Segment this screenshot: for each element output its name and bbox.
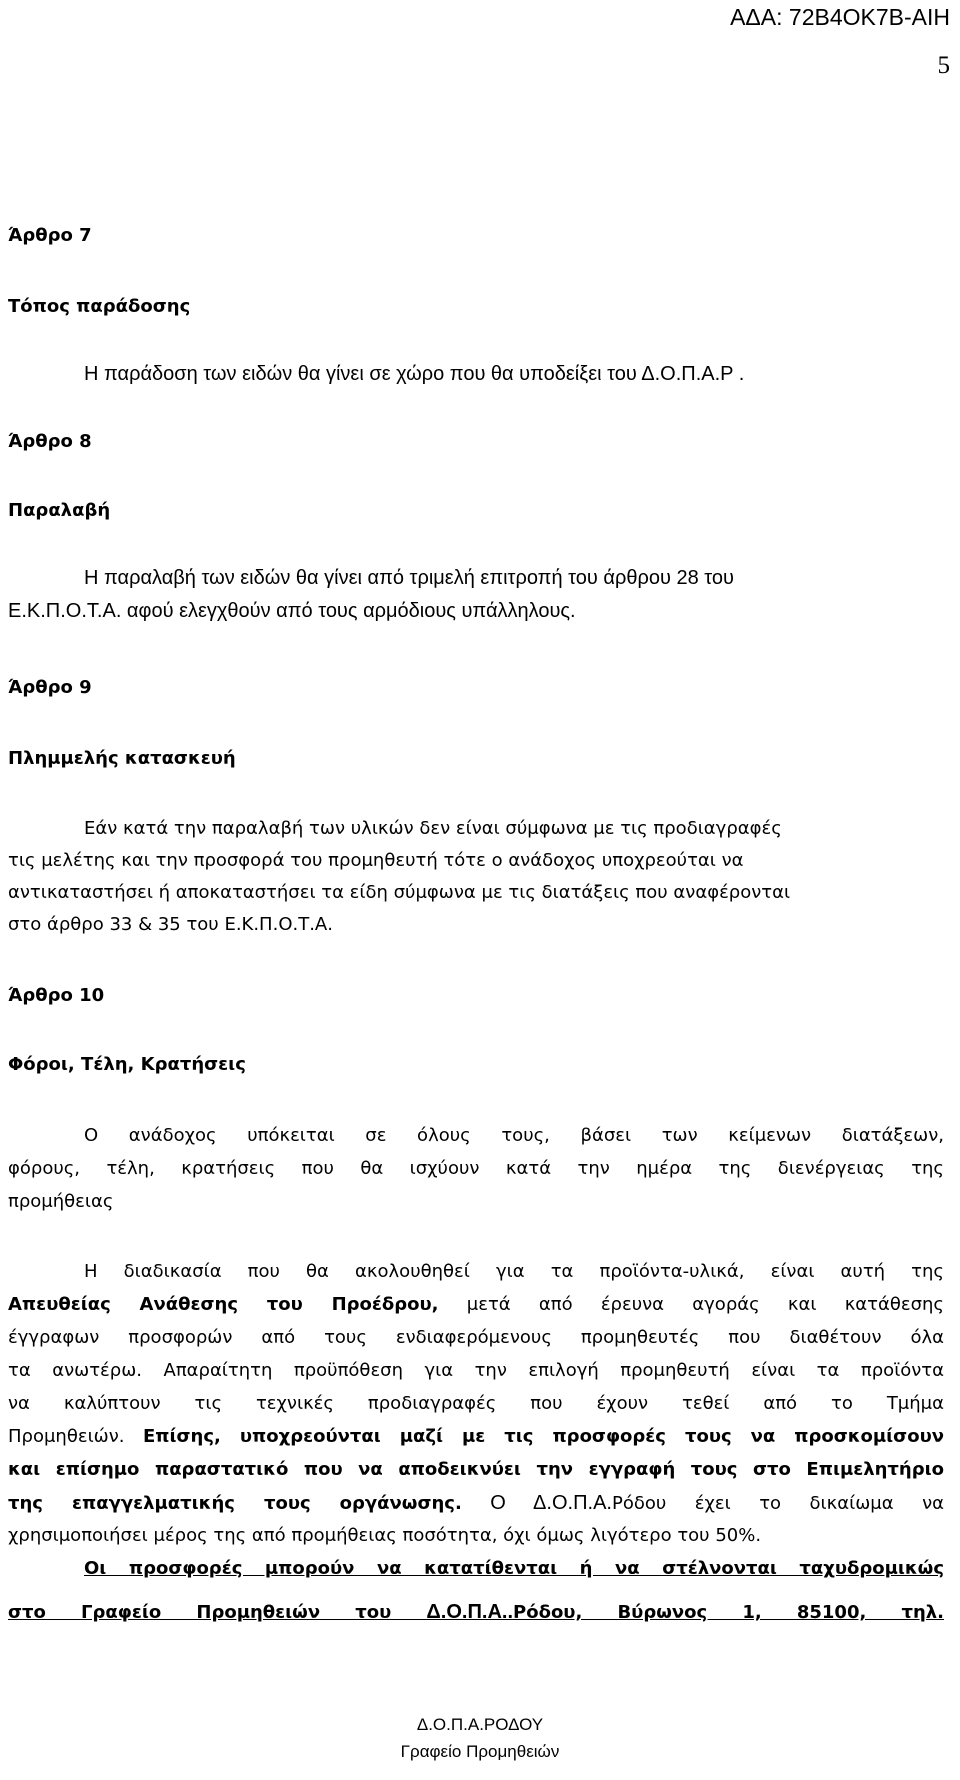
article-10-para-2-line-4 <box>8 1360 944 1381</box>
line-2-org: Δ.Ο.Π.Α.. <box>426 1601 514 1623</box>
line-2-a: στο Γραφείο Προμηθειών του <box>8 1602 427 1623</box>
line-8-rest: Ρόδου έχει το δικαίωμα να <box>611 1493 944 1514</box>
article-8-text-line-2: Ε.Κ.Π.Ο.Τ.Α. αφού ελεγχθούν από τους αρμόδιους υπάλληλους. <box>8 600 576 622</box>
footer-line-2: Γραφείο Προμηθειών <box>400 1742 560 1761</box>
article-7-title: Άρθρο 7 <box>8 225 92 246</box>
article-9-title: Άρθρο 9 <box>8 677 92 698</box>
article-10-para-3-line-2 <box>8 1601 944 1624</box>
direct-assignment-bold: Απευθείας Ανάθεσης του Προέδρου, <box>8 1294 439 1315</box>
article-8-subtitle: Παραλαβή <box>8 500 111 521</box>
footer-line-1: Δ.Ο.Π.Α.ΡΟΔΟΥ <box>416 1715 544 1734</box>
line-4-rest: Απαραίτητη προϋπόθεση για την επιλογή προμηθευτή είναι τα προϊόντα <box>163 1360 944 1381</box>
line-6-bold: Επίσης, υποχρεούνται μαζί με τις προσφορές τους να προσκομίσουν <box>142 1426 944 1447</box>
page-number: 5 <box>937 52 950 79</box>
article-8-text-line-1: Η παραλαβή των ειδών θα γίνει από τριμελή επιτροπή του άρθρου 28 του <box>84 567 734 589</box>
article-10-title: Άρθρο 10 <box>8 985 105 1006</box>
article-10-para-1-line-2: φόρους, τέλη, κρατήσεις που θα ισχύουν κατά την ημέρα της διενέργειας της <box>8 1158 944 1179</box>
article-10-para-1-line-3: προμήθειας <box>8 1191 114 1212</box>
line-8-sep <box>462 1493 490 1514</box>
article-9-text-line-2: τις μελέτης και την προσφορά του προμηθευτή τότε ο ανάδοχος υποχρεούται να <box>8 850 744 871</box>
article-9-text-line-3: αντικαταστήσει ή αποκαταστήσει τα είδη σύμφωνα με τις διατάξεις που αναφέρονται <box>8 882 791 903</box>
article-10-para-3-line-1: Οι προσφορές μπορούν να κατατίθενται ή να στέλνονται ταχυδρομικώς <box>84 1558 944 1579</box>
article-10-subtitle: Φόροι, Τέλη, Κρατήσεις <box>8 1054 246 1075</box>
line-6-start: Προμηθειών. <box>8 1426 143 1447</box>
article-10-para-2-line-7: και επίσημο παραστατικό που να αποδεικνύει την εγγραφή τους στο Επιμελητήριο <box>8 1459 944 1480</box>
article-10-para-2-line-6 <box>8 1426 944 1447</box>
article-10-para-1-line-1: Ο ανάδοχος υπόκειται σε όλους τους, βάσει των κείμενων διατάξεων, <box>84 1125 944 1146</box>
line-4-start: τα ανωτέρω. <box>8 1360 164 1381</box>
article-7-text: Η παράδοση των ειδών θα γίνει σε χώρο που θα υποδείξει του Δ.Ο.Π.Α.Ρ . <box>84 363 745 385</box>
ada-code: ΑΔΑ: 72Β4ΟΚ7Β-ΑΙΗ <box>730 4 950 30</box>
article-10-para-2-line-5: να καλύπτουν τις τεχνικές προδιαγραφές που έχουν τεθεί από το Τμήμα <box>8 1393 944 1414</box>
article-9-subtitle: Πλημμελής κατασκευή <box>8 748 236 769</box>
line-2-rest: μετά από έρευνα αγοράς και κατάθεσης <box>438 1294 945 1315</box>
article-9-text-line-4: στο άρθρο 33 & 35 του Ε.Κ.Π.Ο.Τ.Α. <box>8 914 333 935</box>
article-10-para-2-line-1: Η διαδικασία που θα ακολουθηθεί για τα προϊόντα-υλικά, είναι αυτή της <box>84 1261 944 1282</box>
article-7-subtitle: Τόπος παράδοσης <box>8 296 191 317</box>
article-10-para-2-line-2 <box>8 1294 944 1315</box>
article-9-text-line-1: Εάν κατά την παραλαβή των υλικών δεν είναι σύμφωνα με τις προδιαγραφές <box>84 818 782 839</box>
article-10-para-2-line-9: χρησιμοποιήσει μέρος της από προμήθειας ποσότητα, όχι όμως λιγότερο του 50%. <box>8 1525 762 1546</box>
article-8-title: Άρθρο 8 <box>8 431 92 452</box>
line-8-bold: της επαγγελματικής τους οργάνωσης. <box>8 1493 462 1514</box>
line-8-org: Ο Δ.Ο.Π.Α. <box>490 1492 612 1514</box>
article-10-para-2-line-3: έγγραφων προσφορών από τους ενδιαφερόμενους προμηθευτές που διαθέτουν όλα <box>8 1327 944 1348</box>
article-10-para-2-line-8 <box>8 1492 944 1515</box>
line-2-c: Ρόδου, Βύρωνος 1, 85100, τηλ. <box>513 1602 944 1623</box>
